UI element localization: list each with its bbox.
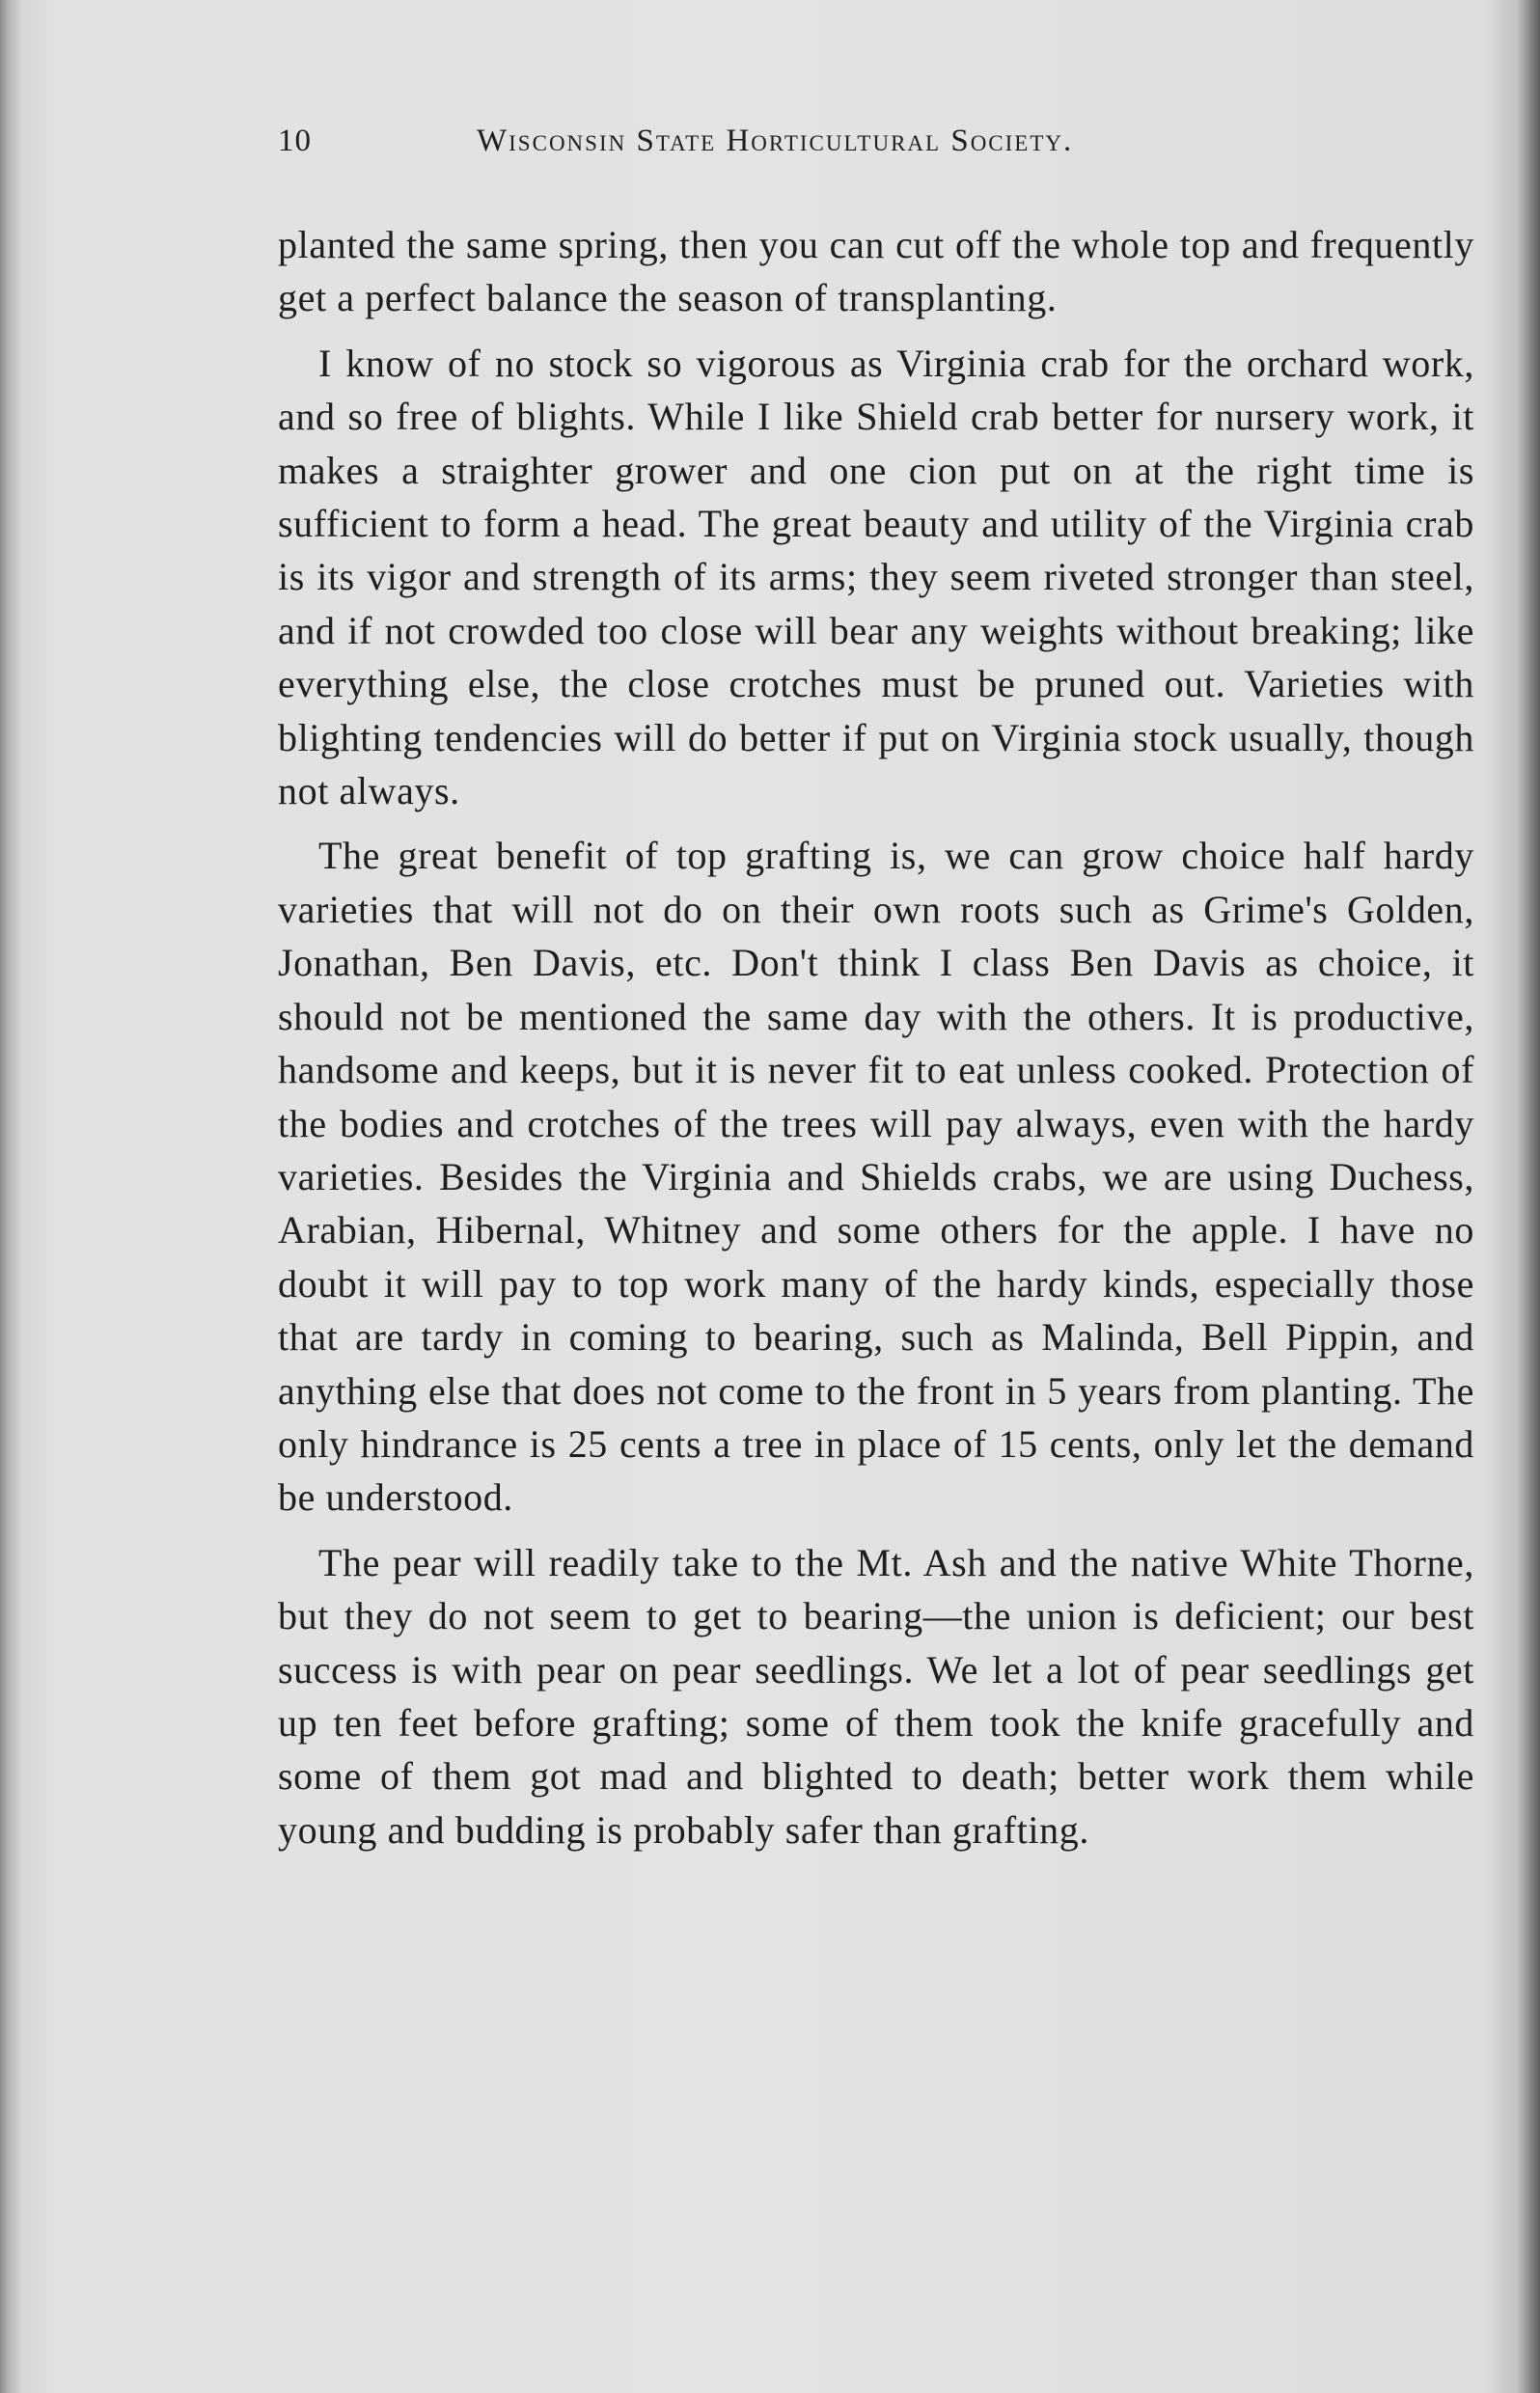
paragraph: The pear will readily take to the Mt. Ash and the native White Thorne, but they do not seem to get to bearing—the union is deficient; our best success is with pear on pear seedlings. We let a lot of pear seedlings get up ten feet before grafting; some of them took the knife gracefully and some of them got mad and blighted to death; better work them while young and budding is probably safer than grafting. <box>278 1540 1474 1852</box>
paragraph: I know of no stock so vigorous as Virginia crab for the orchard work, and so free of blights. While I like Shield crab better for nursery work, it makes a straighter grower and one cion put on at the right time is sufficient to form a head. The great beauty and utility of the Virginia crab is its vigor and strength of its arms; they seem riveted stronger than steel, and if not crowded too close will bear any weights without breaking; like everything else, the close crotches must be pruned out. Varieties with blighting tendencies will do better if put on Virginia stock usually, though not always. <box>278 341 1474 813</box>
paragraph: The great benefit of top grafting is, we can grow choice half hardy varieties that will not do on their own roots such as Grime's Golden, Jonathan, Ben Davis, etc. Don't think I class Ben Davis as choice, it should not be mentioned the same day with the others. It is productive, handsome and keeps, but it is never fit to eat unless cooked. Protection of the bodies and crotches of the trees will pay always, even with the hardy varieties. Besides the Virginia and Shields crabs, we are using Duchess, Arabian, Hibernal, Whitney and some others for the apple. I have no doubt it will pay to top work many of the hardy kinds, especially those that are tardy in coming to bearing, such as Malinda, Bell Pippin, and anything else that does not come to the front in 5 years from planting. The only hindrance is 25 cents a tree in place of 15 cents, only let the demand be understood. <box>278 834 1474 1520</box>
body-text <box>278 218 1474 1857</box>
page-number: 10 <box>278 124 312 158</box>
page-binding-edge <box>0 0 21 2393</box>
running-header <box>278 124 1474 174</box>
book-page <box>278 124 1474 1857</box>
running-title: Wisconsin State Horticultural Society. <box>477 124 1074 158</box>
page-outer-edge <box>1515 0 1540 2393</box>
paragraph-continued: planted the same spring, then you can cut off the whole top and frequently get a perfect balance the season of transplanting. <box>278 223 1474 320</box>
